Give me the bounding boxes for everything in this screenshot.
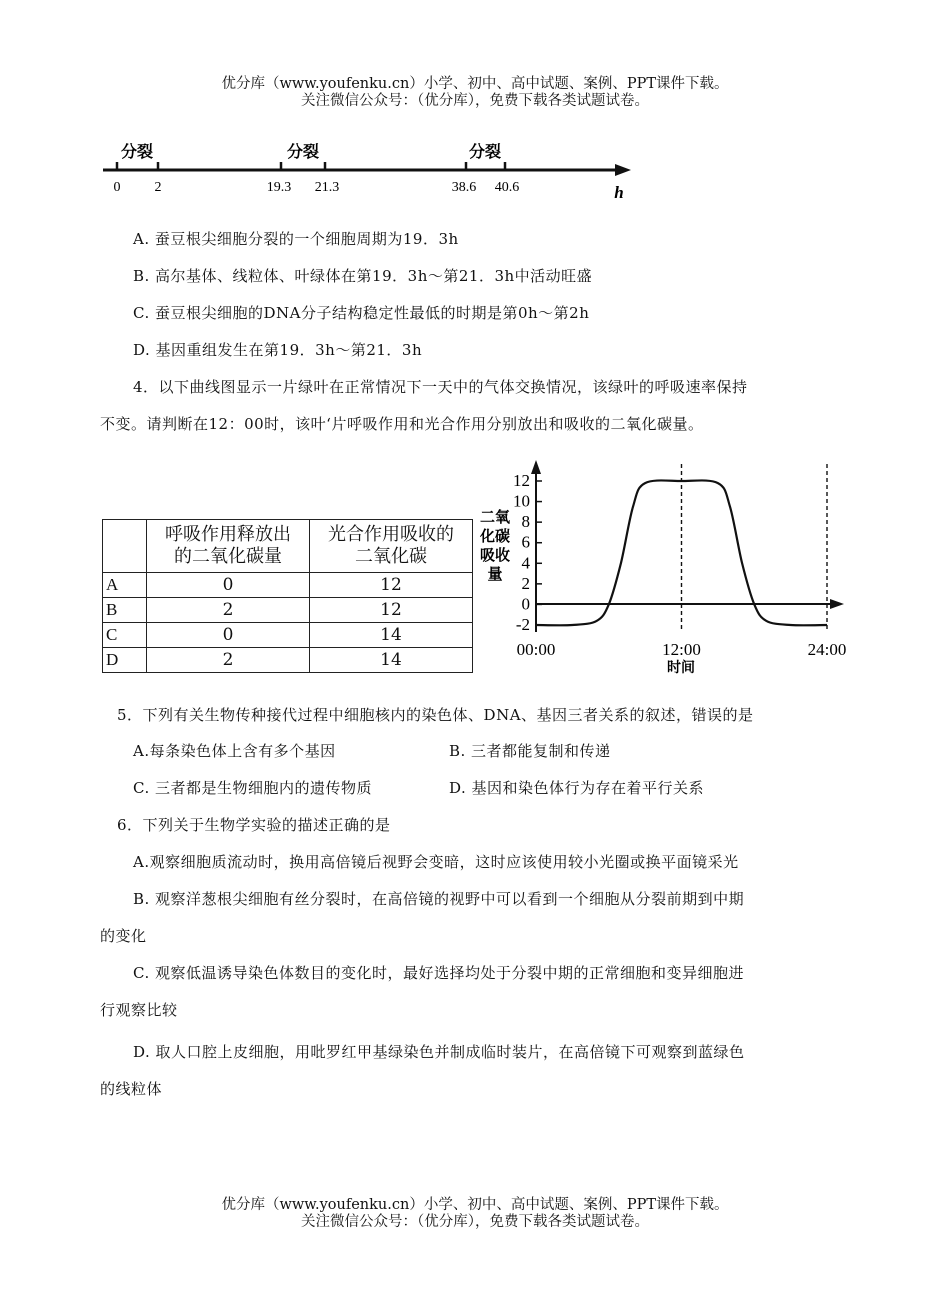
q3-option-d: D. 基因重组发生在第19．3h～第21．3h bbox=[133, 341, 423, 359]
x-tick-label-1: 12:00 bbox=[662, 640, 701, 659]
table-row bbox=[103, 598, 473, 623]
division-label-2: 分裂 bbox=[286, 144, 320, 161]
q6-option-b-line-1: B. 观察洋葱根尖细胞有丝分裂时，在高倍镜的视野中可以看到一个细胞从分裂前期到中期 bbox=[133, 890, 745, 908]
q6-option-d-line-1: D. 取人口腔上皮细胞，用吡罗红甲基绿染色并制成临时装片，在高倍镜下可观察到蓝绿色 bbox=[133, 1043, 745, 1061]
q5-option-d: D. 基因和染色体行为存在着平行关系 bbox=[449, 779, 705, 797]
table-header-row bbox=[103, 520, 473, 573]
y-tick-label-4: 6 bbox=[521, 532, 530, 552]
x-axis-label: 时间 bbox=[667, 661, 695, 676]
timeline-unit-label: h bbox=[614, 183, 624, 202]
q6-option-a: A.观察细胞质流动时，换用高倍镜后视野会变暗，这时应该使用较小光圈或换平面镜采光 bbox=[133, 853, 739, 871]
cell-cycle-timeline bbox=[95, 132, 655, 207]
q5-stem: 5．下列有关生物传种接代过程中细胞核内的染色体、DNA、基因三者关系的叙述，错误的是 bbox=[117, 706, 754, 724]
timeline-arrow-icon bbox=[615, 164, 631, 176]
row-d-photosynthesis: 14 bbox=[310, 648, 473, 673]
q4-stem-line-1: 4．以下曲线图显示一片绿叶在正常情况下一天中的气体交换情况，该绿叶的呼吸速率保持 bbox=[133, 378, 748, 396]
row-a-photosynthesis: 12 bbox=[310, 573, 473, 598]
tick-label-40-6: 40.6 bbox=[494, 180, 520, 195]
co2-options-table bbox=[102, 519, 473, 673]
tick-label-38-6: 38.6 bbox=[451, 180, 477, 195]
q5-option-a: A.每条染色体上含有多个基因 bbox=[133, 742, 336, 760]
x-tick-label-0: 00:00 bbox=[516, 640, 556, 659]
tick-label-19-3: 19.3 bbox=[266, 180, 292, 195]
row-b-respiration: 2 bbox=[147, 598, 310, 623]
row-label-a: A bbox=[103, 573, 147, 598]
y-tick-label-1: 0 bbox=[521, 594, 530, 614]
footer-line-2: 关注微信公众号：（优分库），免费下载各类试题试卷。 bbox=[301, 1214, 649, 1230]
y-tick-label-3: 4 bbox=[521, 553, 530, 573]
row-label-b: B bbox=[103, 598, 147, 623]
q6-option-b-line-2: 的变化 bbox=[100, 927, 147, 945]
q4-stem-line-2: 不变。请判断在12：00时，该叶‘片呼吸作用和光合作用分别放出和吸收的二氧化碳量。 bbox=[100, 415, 704, 433]
header-line-2: 关注微信公众号：（优分库），免费下载各类试题试卷。 bbox=[301, 93, 649, 109]
y-tick-label-5: 8 bbox=[521, 512, 530, 532]
row-d-respiration: 2 bbox=[147, 648, 310, 673]
q6-option-c-line-2: 行观察比较 bbox=[100, 1001, 178, 1019]
y-tick-label-0: -2 bbox=[515, 615, 530, 634]
q6-stem: 6．下列关于生物学实验的描述正确的是 bbox=[117, 816, 391, 834]
table-corner-cell bbox=[103, 520, 147, 573]
header-photosynthesis-line-2: 二氧化碳 bbox=[355, 546, 427, 567]
header-line-1: 优分库（www.youfenku.cn）小学、初中、高中试题、案例、PPT课件下载。 bbox=[221, 76, 729, 92]
table-row bbox=[103, 623, 473, 648]
q3-option-b: B. 高尔基体、线粒体、叶绿体在第19．3h～第21．3h中活动旺盛 bbox=[133, 267, 593, 285]
x-tick-label-2: 24:00 bbox=[807, 640, 847, 659]
q6-option-c-line-1: C. 观察低温诱导染色体数目的变化时，最好选择均处于分裂中期的正常细胞和变异细胞进 bbox=[133, 964, 744, 982]
y-axis-arrow-icon bbox=[531, 460, 541, 474]
row-label-c: C bbox=[103, 623, 147, 648]
y-axis-label: 二氧化碳吸收量 bbox=[479, 510, 511, 583]
table-header-respiration bbox=[147, 520, 310, 573]
row-b-photosynthesis: 12 bbox=[310, 598, 473, 623]
division-label-3: 分裂 bbox=[468, 144, 502, 161]
table-row bbox=[103, 573, 473, 598]
header-respiration-line-2: 的二氧化碳量 bbox=[174, 546, 282, 567]
y-tick-label-2: 2 bbox=[521, 573, 530, 593]
tick-label-0: 0 bbox=[113, 180, 121, 195]
table-row bbox=[103, 648, 473, 673]
footer-line-1: 优分库（www.youfenku.cn）小学、初中、高中试题、案例、PPT课件下载。 bbox=[221, 1197, 729, 1213]
row-c-respiration: 0 bbox=[147, 623, 310, 648]
table-header-photosynthesis bbox=[310, 520, 473, 573]
q3-option-c: C. 蚕豆根尖细胞的DNA分子结构稳定性最低的时期是第0h～第2h bbox=[133, 304, 590, 322]
row-label-d: D bbox=[103, 648, 147, 673]
q5-option-c: C. 三者都是生物细胞内的遗传物质 bbox=[133, 779, 372, 797]
row-a-respiration: 0 bbox=[147, 573, 310, 598]
header-photosynthesis-line-1: 光合作用吸收的 bbox=[328, 524, 454, 545]
y-tick-label-7: 12 bbox=[513, 471, 530, 490]
tick-label-21-3: 21.3 bbox=[314, 180, 340, 195]
tick-label-2: 2 bbox=[154, 180, 162, 195]
q3-option-a: A. 蚕豆根尖细胞分裂的一个细胞周期为19．3h bbox=[133, 230, 459, 248]
q6-option-d-line-2: 的线粒体 bbox=[100, 1080, 163, 1098]
y-tick-label-6: 10 bbox=[513, 491, 530, 511]
co2-exchange-chart bbox=[470, 452, 860, 684]
q5-option-b: B. 三者都能复制和传递 bbox=[449, 742, 611, 760]
x-axis-arrow-icon bbox=[830, 599, 844, 609]
division-label-1: 分裂 bbox=[120, 144, 154, 161]
row-c-photosynthesis: 14 bbox=[310, 623, 473, 648]
header-respiration-line-1: 呼吸作用释放出 bbox=[165, 524, 291, 545]
